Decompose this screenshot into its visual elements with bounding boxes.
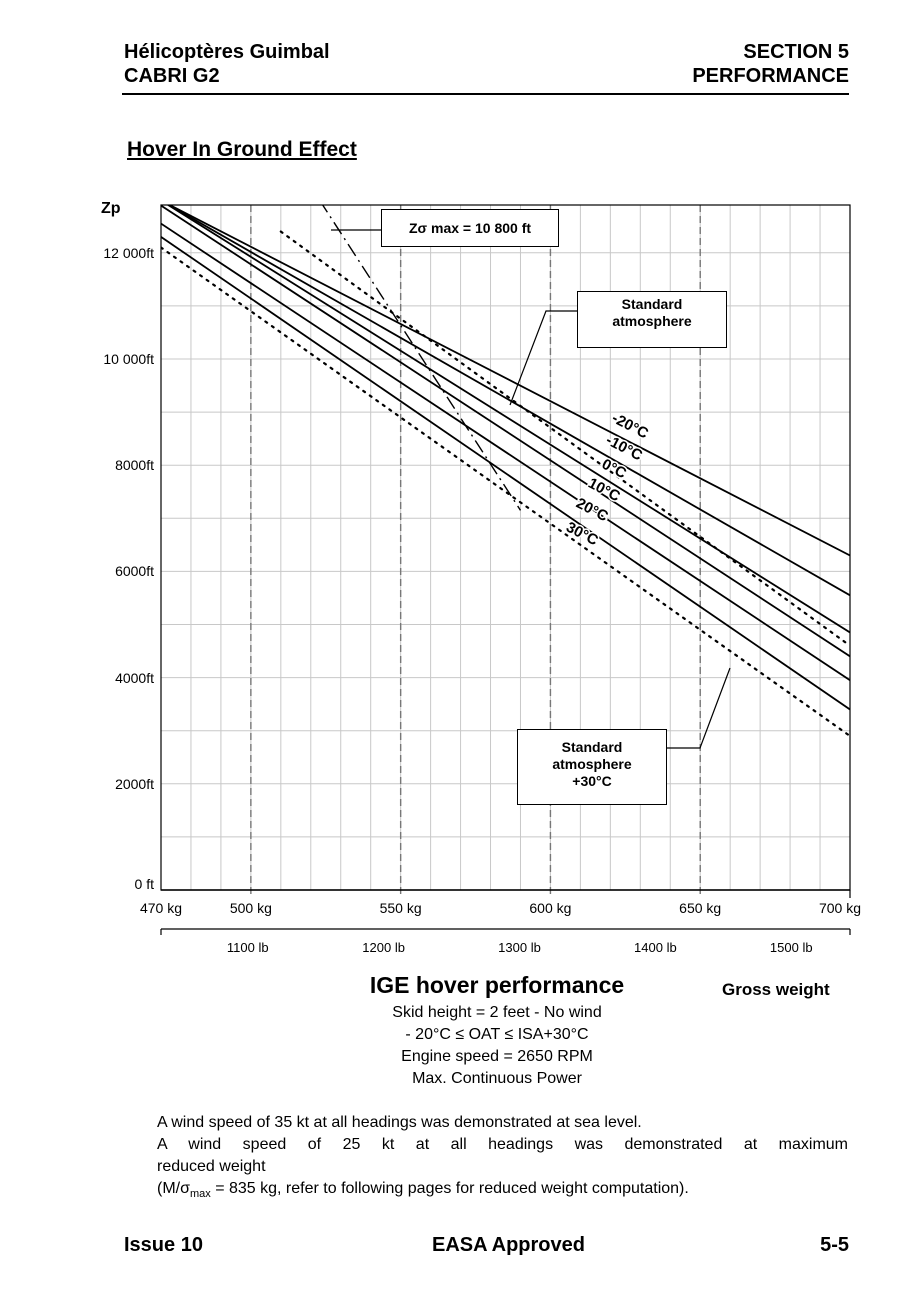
header-section-title: PERFORMANCE [692, 65, 849, 87]
y-tick-label: 6000ft [115, 563, 154, 580]
y-axis-label: Zp [101, 200, 121, 217]
x-tick-label-kg: 600 kg [529, 900, 572, 916]
caption-line-1: Skid height = 2 feet - No wind [392, 1004, 602, 1021]
x-tick-label-kg: 500 kg [229, 900, 272, 916]
note-line-1: A wind speed of 35 kt at all headings was demonstrated at sea level. [157, 1114, 642, 1131]
series-label-0: -20°C [609, 409, 652, 443]
std-atm-30-callout [517, 729, 667, 805]
series-line-5 [161, 237, 850, 710]
std-atm-30-leader [667, 668, 730, 748]
y-tick-label: 10 000ft [103, 350, 154, 367]
x-tick-label-lb: 1300 lb [498, 940, 541, 955]
note-line-4-sub: max [189, 1188, 211, 1201]
header-section: SECTION 5 [743, 41, 849, 63]
y-tick-label: 4000ft [115, 669, 154, 686]
std-atm-30-line3: +30°C [572, 773, 612, 789]
caption-line-4: Max. Continuous Power [412, 1070, 582, 1087]
series-label-1: -10°C [603, 431, 646, 465]
std-atm-line1: Standard [621, 296, 683, 312]
x-tick-label-kg: 550 kg [379, 900, 422, 916]
y-tick-label: 8000ft [115, 457, 154, 474]
y-tick-label: 12 000ft [103, 244, 154, 261]
x-tick-label-lb: 1500 lb [769, 940, 813, 955]
x-tick-label-lb: 1400 lb [634, 940, 677, 955]
footer-page-number: 5-5 [820, 1234, 849, 1256]
note-line-4 [157, 1179, 689, 1204]
note-line-3: reduced weight [157, 1158, 266, 1175]
chart-caption-title: IGE hover performance [369, 972, 625, 998]
x-tick-label-kg: 470 kg [139, 900, 183, 916]
series-label-3: 10°C [585, 474, 623, 506]
caption-line-3: Engine speed = 2650 RPM [401, 1048, 593, 1065]
series-line-3 [161, 206, 850, 657]
note-line-4-prefix: (M/σ [157, 1180, 190, 1197]
caption-line-2: - 20°C ≤ OAT ≤ ISA+30°C [405, 1026, 589, 1043]
header-model: CABRI G2 [124, 65, 220, 87]
footer-approval: EASA Approved [432, 1234, 585, 1256]
x-tick-label-kg: 700 kg [818, 900, 862, 916]
x-tick-label-kg: 650 kg [679, 900, 722, 916]
std-atm-30-line2: atmosphere [552, 756, 632, 772]
series-line-0 [161, 200, 850, 555]
series-line-2 [161, 200, 850, 632]
x-axis-label: Gross weight [722, 980, 830, 999]
note-line-2: A wind speed of 25 kt at all headings was demonstrated at maximum [157, 1136, 848, 1153]
std-atm-callout [577, 291, 727, 348]
std-atm-line2: atmosphere [612, 313, 692, 329]
series-line-1 [161, 200, 850, 595]
footer-issue: Issue 10 [124, 1234, 203, 1256]
section-title: Hover In Ground Effect [127, 138, 357, 161]
series-label-4: 20°C [573, 494, 611, 526]
series-line-7 [161, 247, 850, 736]
y-tick-label: 0 ft [134, 876, 154, 892]
series-label-5: 30°C [563, 518, 601, 550]
x-tick-label-lb: 1200 lb [362, 940, 405, 955]
std-atm-30-line1: Standard [561, 739, 623, 755]
note-line-4-suffix: = 835 kg, refer to following pages for reduced weight computation). [210, 1180, 689, 1197]
zsigma-callout-text: Zσ max = 10 800 ft [408, 220, 532, 236]
series-label-2: 0°C [598, 455, 630, 483]
header-company: Hélicoptères Guimbal [124, 41, 330, 63]
series-line-4 [161, 224, 850, 681]
series-line-6 [281, 232, 850, 646]
zsigma-callout [381, 209, 559, 247]
y-tick-label: 2000ft [115, 775, 154, 792]
x-tick-label-lb: 1100 lb [226, 940, 269, 955]
